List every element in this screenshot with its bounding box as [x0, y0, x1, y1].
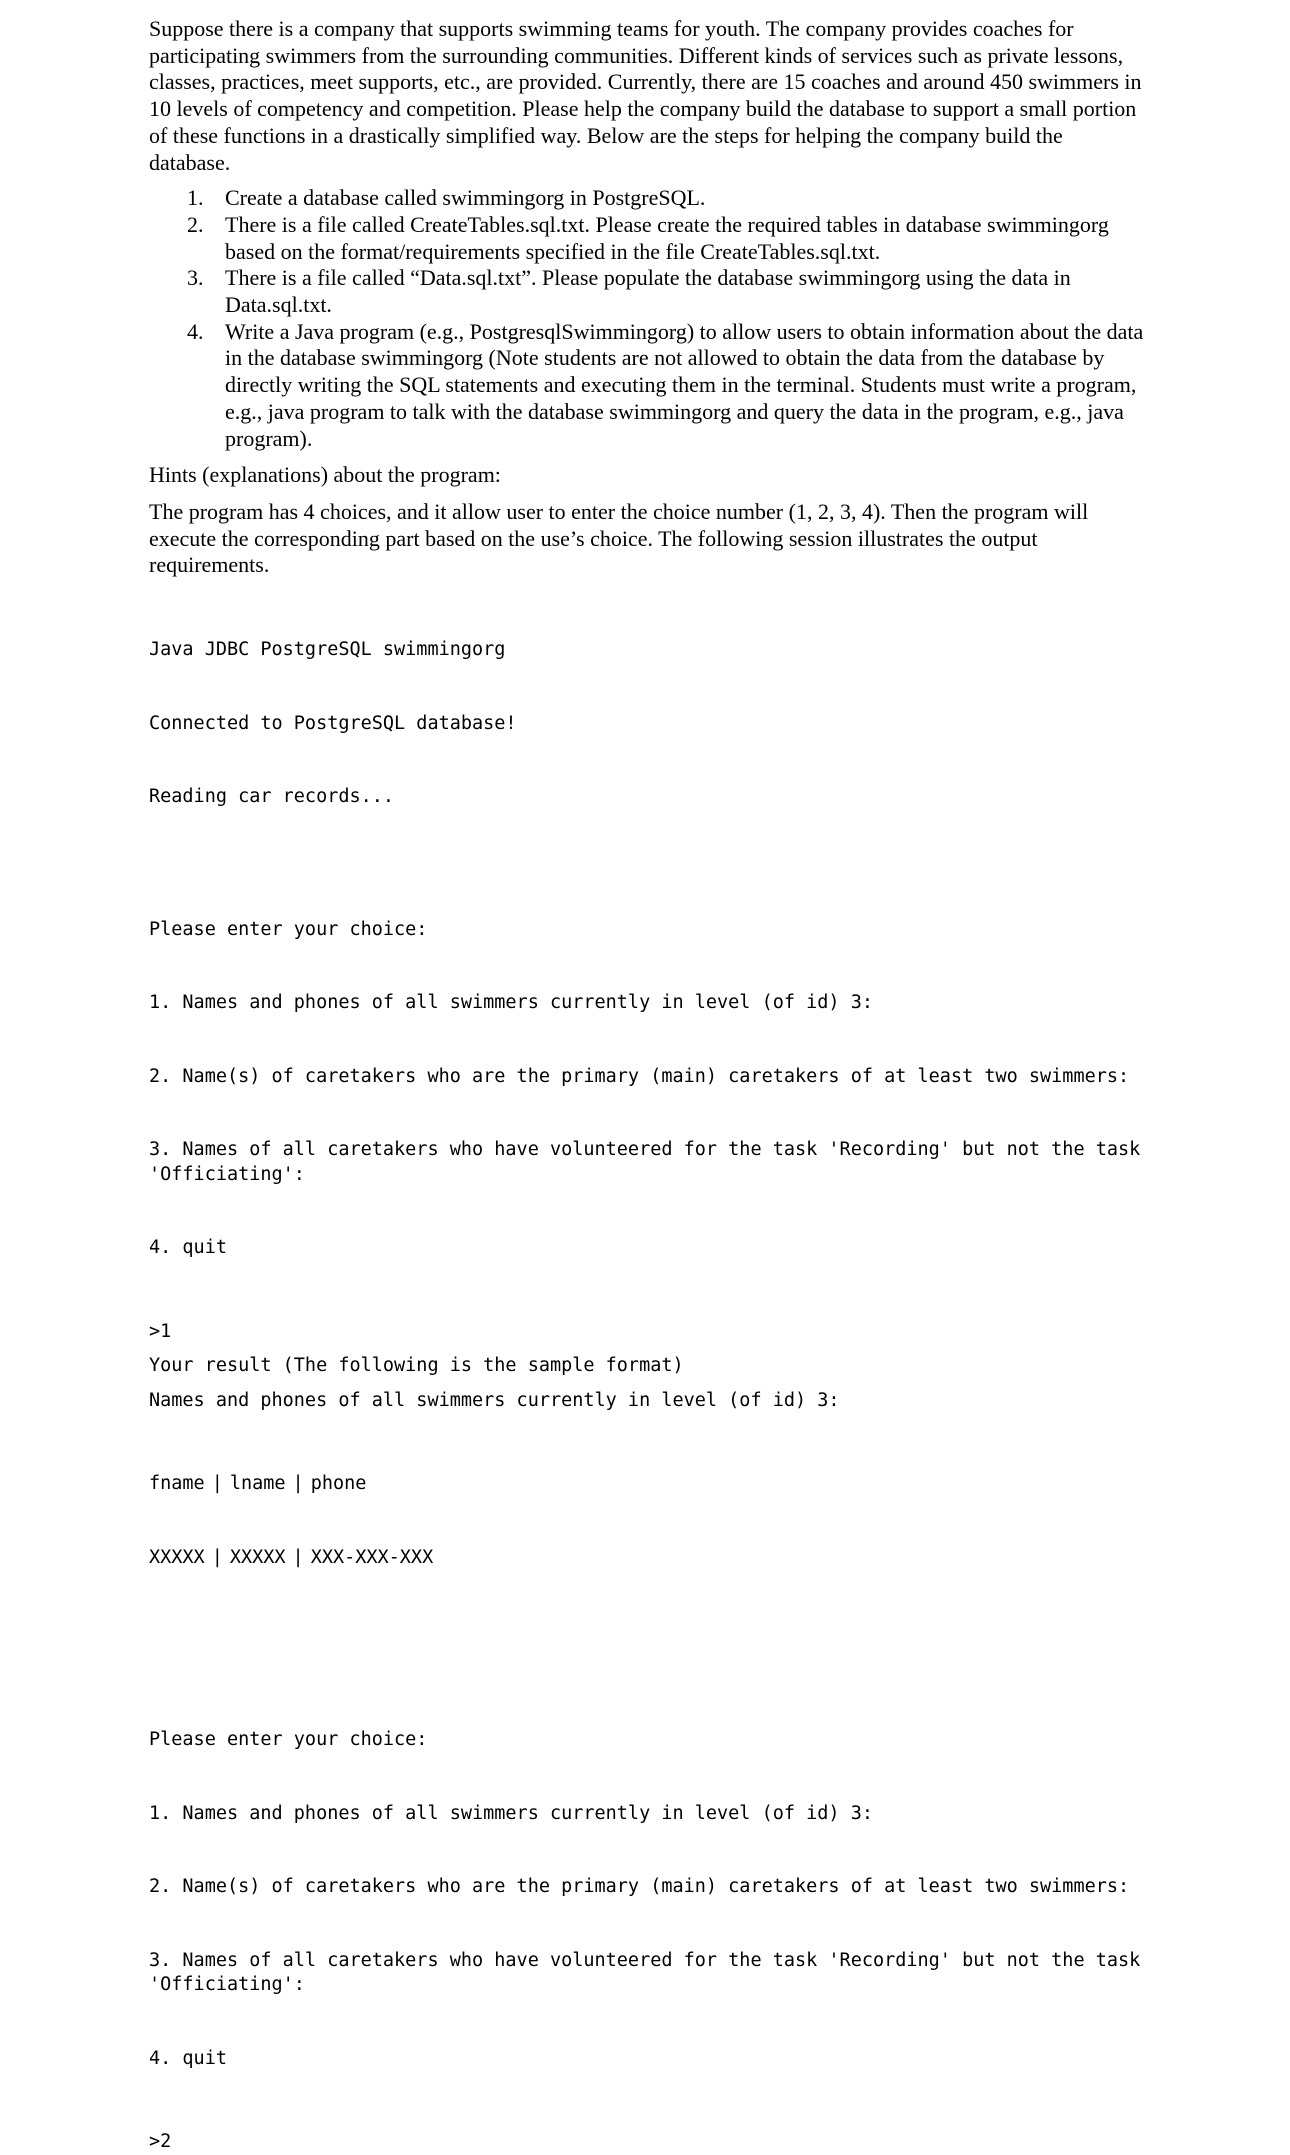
- step-text: There is a file called “Data.sql.txt”. Please populate the database swimmingorg using the data in Data.sql.txt.: [225, 265, 1071, 318]
- table-row: [149, 1546, 1144, 1571]
- step-item: [149, 265, 1144, 318]
- step-item: [149, 185, 1144, 212]
- column-separator: |: [292, 1546, 304, 1568]
- table-header-cell: phone: [310, 1473, 367, 1495]
- step-text: Create a database called swimmingorg in PostgreSQL.: [225, 185, 706, 211]
- menu-option: 4. quit: [149, 2047, 227, 2069]
- user-input-1: >1: [149, 1320, 172, 1342]
- table-cell: XXX-XXX-XXX: [310, 1546, 434, 1568]
- step-number: 2.: [187, 211, 204, 237]
- column-separator: |: [211, 1473, 223, 1495]
- step-item: [149, 319, 1144, 453]
- document-page: [149, 16, 1152, 2155]
- session-line: Java JDBC PostgreSQL swimmingorg: [149, 639, 506, 661]
- menu-option: 3. Names of all caretakers who have volunteered for the task 'Recording' but not the task 'Officiating':: [149, 1949, 1152, 1996]
- menu-block: [149, 869, 1152, 1310]
- session-line: Reading car records...: [149, 786, 395, 808]
- menu-option: 3. Names of all caretakers who have volunteered for the task 'Recording' but not the task 'Officiating':: [149, 1139, 1152, 1185]
- table-header-cell: fname: [149, 1473, 205, 1495]
- table-header-row: [149, 1472, 1144, 1497]
- table-header-cell: lname: [229, 1473, 286, 1495]
- menu-option: 2. Name(s) of caretakers who are the primary (main) caretakers of at least two swimmers:: [149, 1876, 1130, 1898]
- result-label: Your result (The following is the sample format): [149, 1355, 684, 1377]
- table-cell: XXXXX: [149, 1546, 205, 1568]
- menu-block-2: [149, 1679, 1152, 2120]
- session-line: Connected to PostgreSQL database!: [149, 712, 517, 734]
- step-number: 4.: [187, 318, 204, 344]
- step-text: Write a Java program (e.g., PostgresqlSwimmingorg) to allow users to obtain information about the data in the database swimmingorg (Note students are not allowed to obtain the data from the database by directly writing the SQL statements and executing them in the terminal. Students must write a program, e.g., java program to talk with the database swimmingorg and query the data in the program, e.g., java program).: [225, 318, 1144, 451]
- table-cell: XXXXX: [229, 1546, 286, 1568]
- menu-option: 4. quit: [149, 1237, 227, 1259]
- menu-prompt: Please enter your choice:: [149, 1729, 428, 1751]
- column-separator: |: [292, 1473, 304, 1495]
- result-heading: Names and phones of all swimmers currently in level (of id) 3:: [149, 1389, 840, 1411]
- intro-paragraph: Suppose there is a company that supports swimming teams for youth. The company provides coaches for participating swimmers from the surrounding communities. Different kinds of services such as private lessons, classes, practices, meet supports, etc., are provided. Currently, there are 15 coaches and around 450 swimmers in 10 levels of competency and competition. Please help the company build the database to support a small portion of these functions in a drastically simplified way. Below are the steps for helping the company build the database.: [149, 16, 1142, 175]
- menu-option: 2. Name(s) of caretakers who are the primary (main) caretakers of at least two swimmers:: [149, 1065, 1130, 1087]
- column-separator: |: [211, 1546, 223, 1568]
- step-item: [149, 212, 1144, 265]
- step-number: 1.: [187, 185, 204, 211]
- session-header: [149, 589, 1144, 859]
- hints-heading: Hints (explanations) about the program:: [149, 462, 501, 488]
- step-text: There is a file called CreateTables.sql.txt. Please create the required tables in database swimmingorg based on the format/requirements specified in the file CreateTables.sql.txt.: [225, 211, 1109, 264]
- result-table: [149, 1423, 1144, 1619]
- hints-body: The program has 4 choices, and it allow user to enter the choice number (1, 2, 3, 4). Then the program will execute the corresponding part based on the use’s choice. The following session illustrates the output requirements.: [149, 498, 1089, 578]
- menu-option: 1. Names and phones of all swimmers currently in level (of id) 3:: [149, 1802, 873, 1824]
- menu-prompt: Please enter your choice:: [149, 918, 428, 940]
- step-number: 3.: [187, 265, 204, 291]
- steps-list: [149, 185, 1144, 452]
- menu-option: 1. Names and phones of all swimmers currently in level (of id) 3:: [149, 992, 873, 1014]
- user-input-2: >2: [149, 2131, 172, 2153]
